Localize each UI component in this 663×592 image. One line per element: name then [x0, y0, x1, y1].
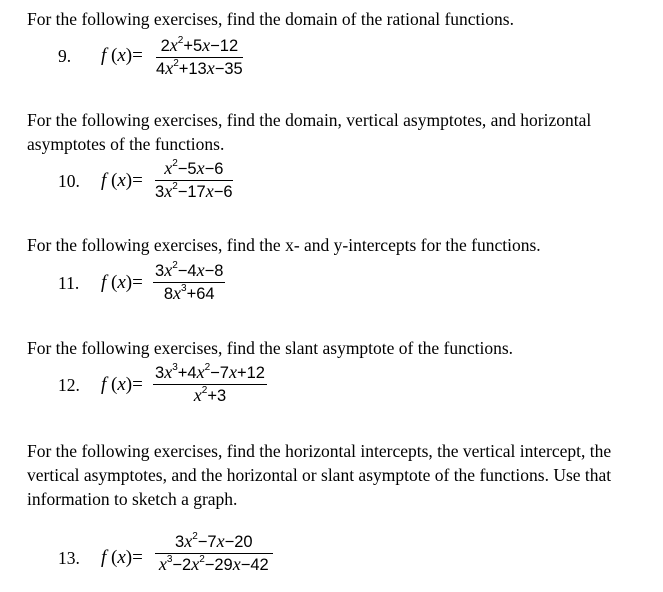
- denominator: $8x^3+64$: [163, 283, 215, 303]
- denominator: $3x^2-17x-6$: [155, 181, 233, 201]
- fraction: [155, 532, 273, 575]
- numerator: $x^2-5x-6$: [155, 159, 233, 181]
- problem-number: 12.: [58, 375, 80, 395]
- fraction: [153, 363, 267, 406]
- problem-number: 9.: [58, 46, 72, 66]
- instruction-9: For the following exercises, find the domain of the rational functions.: [27, 9, 514, 29]
- numerator: $3x^2-4x-8$: [153, 261, 225, 283]
- denominator: $x^2+3$: [193, 385, 227, 405]
- problem-number: 13.: [58, 548, 80, 568]
- function-label: f (x)=: [101, 170, 143, 191]
- function-label: f (x)=: [101, 547, 143, 568]
- instruction-11: For the following exercises, find the x- and y-intercepts for the functions.: [27, 235, 541, 255]
- function-label: f (x)=: [101, 374, 143, 395]
- function-label: f (x)=: [101, 272, 143, 293]
- problem-11: [0, 261, 663, 321]
- function-label: f (x)=: [101, 45, 143, 66]
- instruction-13: For the following exercises, find the horizontal intercepts, the vertical intercept, the vertical asymptotes, and the horizontal or slant asymptote of the functions. Use that information to sketch a graph.: [27, 441, 612, 509]
- problem-number: 10.: [58, 171, 80, 191]
- instruction-10: For the following exercises, find the domain, vertical asymptotes, and horizontal asymptotes of the functions.: [27, 110, 592, 154]
- numerator: $3x^3+4x^2-7x+12$: [153, 363, 267, 385]
- numerator: $3x^2-7x-20$: [155, 532, 273, 554]
- instruction-12: For the following exercises, find the slant asymptote of the functions.: [27, 338, 514, 358]
- problem-13: [0, 532, 663, 592]
- fraction: [155, 159, 233, 202]
- denominator: $x^3-2x^2-29x-42$: [158, 554, 269, 574]
- problem-12: [0, 363, 663, 423]
- problem-9: [0, 36, 663, 96]
- problem-number: 11.: [58, 273, 80, 293]
- denominator: $4x^2+13x-35$: [156, 58, 243, 78]
- numerator: $2x^2+5x-12$: [156, 36, 243, 58]
- fraction: [153, 261, 225, 304]
- problem-10: [0, 159, 663, 219]
- fraction: [156, 36, 243, 79]
